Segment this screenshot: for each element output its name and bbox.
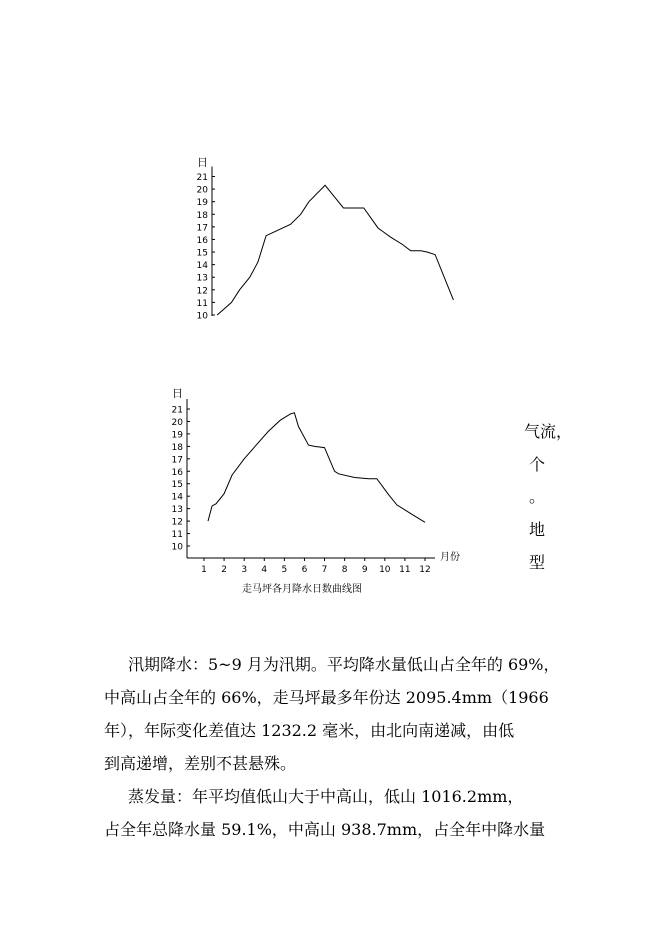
chart1-y-tick-label: 12 xyxy=(196,286,208,297)
side-fragment-2: 个 xyxy=(529,455,546,474)
chart2-x-tick-label: 5 xyxy=(281,565,288,575)
chart2-y-tick-label: 16 xyxy=(171,467,183,478)
chart2-x-tick-label: 9 xyxy=(361,565,368,575)
paragraph-line-3: 年），年际变化差值达 1232.2 毫米，由北向南递减，由低 xyxy=(104,721,515,740)
chart1-y-tick-label: 16 xyxy=(196,235,208,246)
chart2-title: 走马坪各月降水日数曲线图 xyxy=(242,584,362,595)
chart2-x-tick-label: 1 xyxy=(201,565,207,575)
chart2-x-tick-label: 7 xyxy=(321,565,328,575)
chart2-y-tick-label: 10 xyxy=(171,542,183,553)
chart1-y-tick-label: 19 xyxy=(196,198,208,209)
paragraph-line-4: 到高递增，差别不甚悬殊。 xyxy=(104,754,297,773)
paragraph-line-2: 中高山占全年的 66%，走马坪最多年份达 2095.4mm（1966 xyxy=(104,688,549,707)
chart1-y-tick-label: 15 xyxy=(196,248,208,259)
chart1-y-tick-label: 11 xyxy=(196,298,208,309)
chart1-y-tick-label: 13 xyxy=(196,273,208,284)
side-fragment-1: 气流， xyxy=(524,422,573,441)
chart2-x-tick-label: 4 xyxy=(261,565,268,575)
side-fragment-3: 。 xyxy=(529,487,546,506)
chart2-y-tick-label: 18 xyxy=(171,442,183,453)
paragraph-line-6: 占全年总降水量 59.1%，中高山 938.7mm，占全年中降水量 xyxy=(104,820,546,839)
chart2-y-tick-label: 21 xyxy=(171,405,183,416)
chart1-y-tick-label: 21 xyxy=(196,173,208,183)
chart2-x-tick-label: 10 xyxy=(379,565,391,575)
chart2-y-tick-label: 13 xyxy=(171,505,183,516)
chart2-y-tick-label: 20 xyxy=(171,417,183,428)
side-fragment-4: 地 xyxy=(529,520,546,539)
chart1-y-tick-label: 20 xyxy=(196,185,208,196)
chart2-y-tick-label: 19 xyxy=(171,430,183,441)
chart2-y-tick-label: 15 xyxy=(171,480,183,491)
chart1-y-tick-label: 14 xyxy=(196,261,208,272)
chart1-y-tick-label: 18 xyxy=(196,210,208,221)
chart2-y-tick-label: 12 xyxy=(171,517,183,528)
chart2-y-tick-label: 11 xyxy=(171,530,183,541)
chart1-y-tick-label: 10 xyxy=(196,311,208,322)
chart2-series-line xyxy=(208,413,425,523)
chart2-x-tick-label: 8 xyxy=(341,565,348,575)
chart2-x-tick-label: 12 xyxy=(419,565,431,575)
chart2-x-tick-label: 2 xyxy=(221,565,227,575)
chart2-y-tick-label: 14 xyxy=(171,492,183,503)
paragraph-line-1: 汛期降水：5~9 月为汛期。平均降水量低山占全年的 69%， xyxy=(128,655,560,674)
chart1-y-tick-label: 17 xyxy=(196,223,208,234)
chart2-y-tick-label: 17 xyxy=(171,455,183,466)
chart2-ylabel: 日 xyxy=(172,387,183,400)
chart2-xlabel: 月份 xyxy=(440,552,460,563)
chart2-x-tick-label: 11 xyxy=(399,565,411,575)
side-fragment-5: 型 xyxy=(529,553,546,572)
chart2-x-tick-label: 3 xyxy=(241,565,248,575)
paragraph-line-5: 蒸发量：年平均值低山大于中高山，低山 1016.2mm， xyxy=(128,787,524,806)
chart2-x-tick-label: 6 xyxy=(301,565,308,575)
chart1-ylabel: 日 xyxy=(197,156,208,169)
